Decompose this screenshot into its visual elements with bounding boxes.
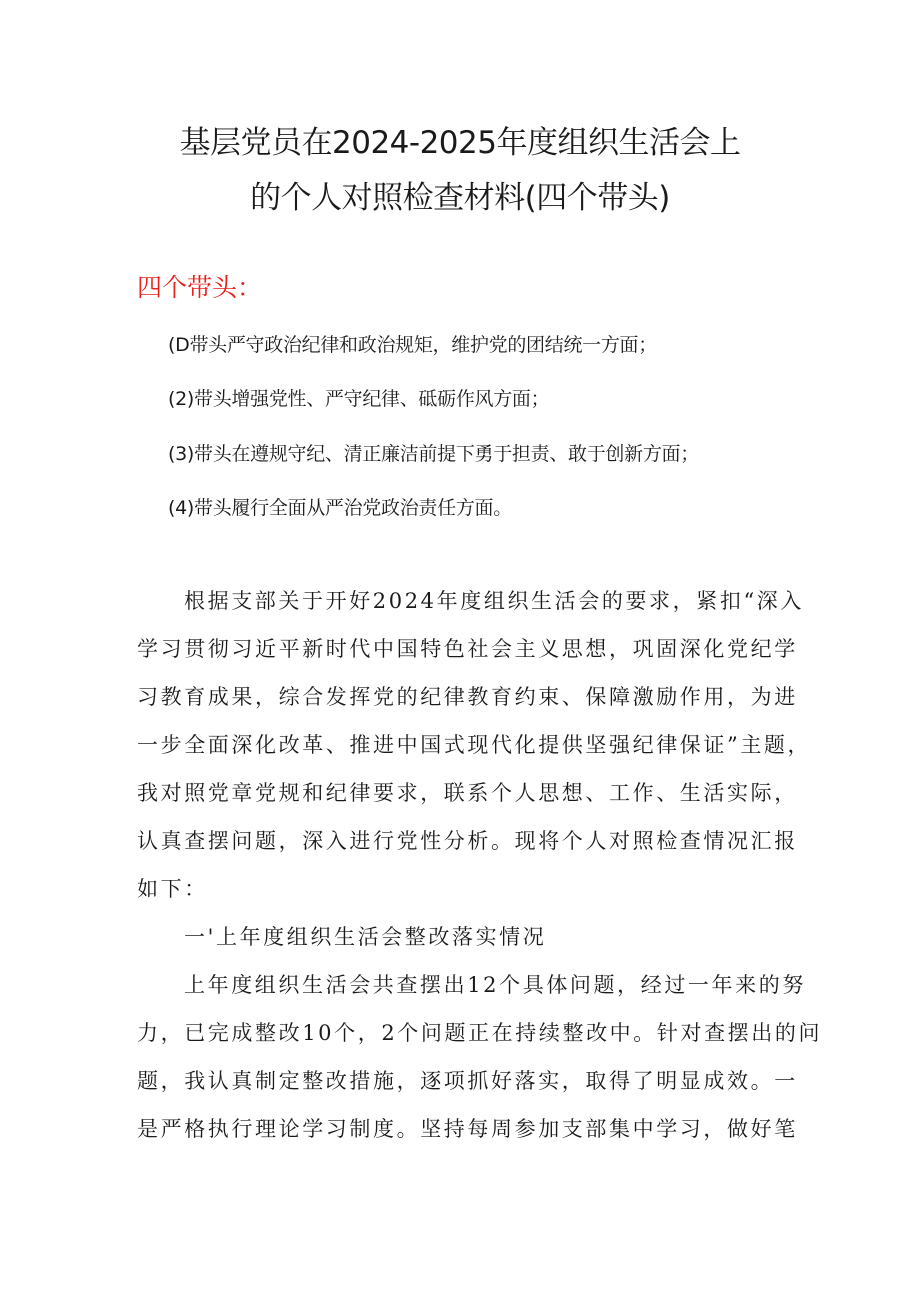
body-paragraph-line: 是严格执行理论学习制度。坚持每周参加支部集中学习，做好笔 — [137, 1117, 798, 1141]
body-paragraph-line: 认真查摆问题，深入进行党性分析。现将个人对照检查情况汇报 — [137, 829, 798, 853]
lead-item-4: (4)带头履行全面从严治党政治责任方面。 — [168, 497, 512, 519]
body-paragraph-line: 学习贯彻习近平新时代中国特色社会主义思想，巩固深化党纪学 — [137, 637, 798, 661]
body-paragraph-line: 题，我认真制定整改措施，逐项抓好落实，取得了明显成效。一 — [137, 1069, 798, 1093]
body-paragraph-line: 习教育成果，综合发挥党的纪律教育约束、保障激励作用，为进 — [137, 685, 798, 709]
document-title-line-1: 基层党员在2024-2025年度组织生活会上 — [179, 125, 741, 161]
body-paragraph-line: 根据支部关于开好2024年度组织生活会的要求，紧扣“深入 — [184, 589, 804, 613]
body-paragraph-line: 一步全面深化改革、推进中国式现代化提供坚强纪律保证”主题， — [137, 733, 812, 757]
body-paragraph-line: 上年度组织生活会共查摆出12个具体问题，经过一年来的努 — [184, 973, 806, 997]
section-heading-four-leads: 四个带头： — [137, 273, 263, 302]
body-paragraph-line: 如下： — [137, 877, 208, 901]
lead-item-2: (2)带头增强党性、严守纪律、砥砺作风方面； — [168, 388, 550, 410]
document-title-line-2: 的个人对照检查材料(四个带头) — [250, 180, 670, 216]
body-paragraph-line: 我对照党章党规和纪律要求，联系个人思想、工作、生活实际， — [137, 781, 798, 805]
body-paragraph-line: 力，已完成整改10个，2个问题正在持续整改中。针对查摆出的问 — [137, 1021, 823, 1045]
lead-item-1: (D带头严守政治纪律和政治规矩，维护党的团结统一方面； — [168, 334, 657, 356]
section-subheading: 一'上年度组织生活会整改落实情况 — [184, 925, 547, 949]
lead-item-3: (3)带头在遵规守纪、清正廉洁前提下勇于担责、敢于创新方面； — [168, 443, 699, 465]
